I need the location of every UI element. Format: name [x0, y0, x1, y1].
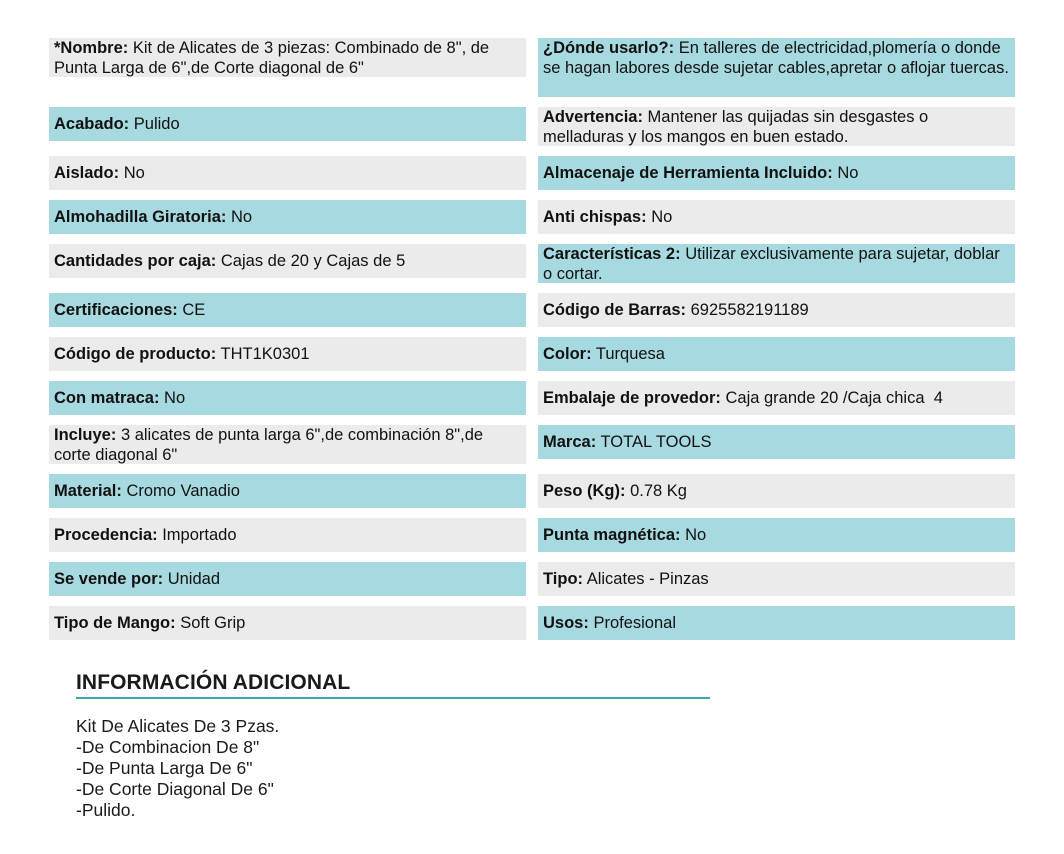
spec-value: Caja grande 20 /Caja chica 4: [725, 389, 943, 407]
additional-info-line: -De Corte Diagonal De 6": [76, 779, 274, 799]
spec-row-text: [54, 114, 180, 134]
spec-row-text: [54, 481, 240, 501]
spec-row-text: [543, 388, 943, 408]
spec-label: Incluye:: [54, 425, 117, 444]
spec-row-usos: [538, 606, 1015, 640]
spec-row-codigo-de-producto: [49, 337, 526, 371]
spec-row-text: [54, 525, 237, 545]
spec-label: Marca:: [543, 433, 597, 451]
spec-row-almacenaje: [538, 156, 1015, 190]
spec-value: 6925582191189: [690, 301, 809, 319]
spec-label: Usos:: [543, 614, 589, 632]
spec-label: Advertencia:: [543, 107, 643, 126]
spec-row-peso: [538, 474, 1015, 508]
spec-row-se-vende-por: [49, 562, 526, 596]
spec-label: Código de producto:: [54, 345, 217, 363]
spec-row-text: [543, 38, 1010, 78]
additional-info-text: [76, 716, 279, 821]
spec-row-donde-usarlo: [538, 38, 1015, 97]
spec-value: Alicates - Pinzas: [586, 570, 709, 588]
spec-row-advertencia: [538, 107, 1015, 146]
spec-row-con-matraca: [49, 381, 526, 415]
spec-value: No: [685, 526, 707, 544]
spec-label: Punta magnética:: [543, 526, 681, 544]
spec-row-aislado: [49, 156, 526, 190]
spec-value: Pulido: [133, 115, 180, 133]
spec-label: Color:: [543, 345, 592, 363]
spec-value: THT1K0301: [220, 345, 310, 363]
additional-info-divider: [76, 697, 710, 699]
spec-row-text: [54, 613, 245, 633]
spec-row-text: [543, 163, 858, 183]
spec-row-certificaciones: [49, 293, 526, 327]
spec-label: Código de Barras:: [543, 301, 687, 319]
additional-info-line: -Pulido.: [76, 800, 136, 820]
spec-row-incluye: [49, 425, 526, 464]
spec-label: Anti chispas:: [543, 208, 647, 226]
spec-row-material: [49, 474, 526, 508]
spec-value: Cajas de 20 y Cajas de 5: [220, 252, 406, 270]
spec-value: Importado: [162, 526, 237, 544]
spec-label: Almohadilla Giratoria:: [54, 208, 227, 226]
spec-label: *Nombre:: [54, 39, 129, 57]
spec-label: Embalaje de provedor:: [543, 389, 721, 407]
spec-value: No: [837, 164, 859, 182]
spec-row-text: [54, 344, 310, 364]
spec-value: Soft Grip: [180, 614, 246, 632]
spec-row-text: [54, 425, 521, 464]
spec-value: No: [123, 164, 145, 182]
spec-value: No: [164, 389, 186, 407]
spec-value: Turquesa: [595, 345, 665, 363]
spec-row-text: [543, 344, 665, 364]
spec-value: Kit de Alicates de 3 piezas: Combinado de 8", de Punta Larga de 6",de Corte diagonal de 6": [54, 39, 490, 77]
spec-row-nombre: [49, 38, 526, 77]
spec-row-marca: [538, 425, 1015, 459]
spec-row-text: [543, 613, 676, 633]
spec-row-cantidades-por-caja: [49, 244, 526, 278]
additional-info-line: -De Punta Larga De 6": [76, 758, 253, 778]
spec-row-tipo-de-mango: [49, 606, 526, 640]
spec-value: TOTAL TOOLS: [600, 433, 712, 451]
spec-row-text: [543, 244, 1010, 283]
spec-row-procedencia: [49, 518, 526, 552]
spec-value: 3 alicates de punta larga 6",de combinación 8",de corte diagonal 6": [54, 425, 484, 464]
spec-row-text: [54, 251, 405, 271]
spec-row-codigo-de-barras: [538, 293, 1015, 327]
spec-value: No: [651, 208, 673, 226]
additional-info-line: Kit De Alicates De 3 Pzas.: [76, 716, 280, 736]
spec-label: Características 2:: [543, 244, 681, 263]
spec-value: Profesional: [593, 614, 676, 632]
spec-row-text: [54, 207, 252, 227]
spec-label: Cantidades por caja:: [54, 252, 217, 270]
spec-row-text: [54, 38, 521, 77]
spec-row-tipo: [538, 562, 1015, 596]
spec-label: Certificaciones:: [54, 301, 178, 319]
spec-label: Acabado:: [54, 115, 130, 133]
spec-value: Mantener las quijadas sin desgastes o melladuras y los mangos en buen estado.: [543, 107, 929, 146]
additional-info-line: -De Combinacion De 8": [76, 737, 260, 757]
spec-row-text: [543, 300, 809, 320]
spec-row-text: [54, 388, 185, 408]
spec-label: Aislado:: [54, 164, 120, 182]
additional-info-title: INFORMACIÓN ADICIONAL: [76, 671, 351, 694]
spec-row-text: [543, 432, 711, 452]
spec-row-punta-magnetica: [538, 518, 1015, 552]
spec-row-text: [54, 300, 205, 320]
spec-value: CE: [182, 301, 206, 319]
spec-row-text: [543, 525, 706, 545]
spec-row-text: [54, 569, 220, 589]
spec-row-text: [54, 163, 145, 183]
spec-label: Se vende por:: [54, 570, 164, 588]
spec-row-text: [543, 569, 709, 589]
spec-label: Procedencia:: [54, 526, 158, 544]
spec-value: Utilizar exclusivamente para sujetar, doblar o cortar.: [543, 244, 1000, 283]
spec-row-caracteristicas-2: [538, 244, 1015, 283]
spec-label: Con matraca:: [54, 389, 160, 407]
spec-value: 0.78 Kg: [630, 482, 687, 500]
spec-row-acabado: [49, 107, 526, 141]
spec-label: Peso (Kg):: [543, 482, 626, 500]
spec-label: Tipo:: [543, 570, 584, 588]
spec-row-text: [543, 481, 687, 501]
spec-label: Tipo de Mango:: [54, 614, 176, 632]
spec-row-color: [538, 337, 1015, 371]
spec-value: Cromo Vanadio: [126, 482, 240, 500]
spec-label: ¿Dónde usarlo?:: [543, 39, 675, 57]
spec-row-anti-chispas: [538, 200, 1015, 234]
spec-row-almohadilla-giratoria: [49, 200, 526, 234]
spec-row-text: [543, 207, 672, 227]
spec-value: No: [230, 208, 253, 226]
spec-row-text: [543, 107, 1010, 146]
spec-label: Almacenaje de Herramienta Incluido:: [543, 164, 833, 182]
spec-value: En talleres de electricidad,plomería o donde se hagan labores desde sujetar cables,apretar o aflojar tuercas.: [543, 39, 1009, 77]
spec-label: Material:: [54, 482, 122, 500]
spec-value: Unidad: [167, 570, 221, 588]
spec-row-embalaje-de-provedor: [538, 381, 1015, 415]
